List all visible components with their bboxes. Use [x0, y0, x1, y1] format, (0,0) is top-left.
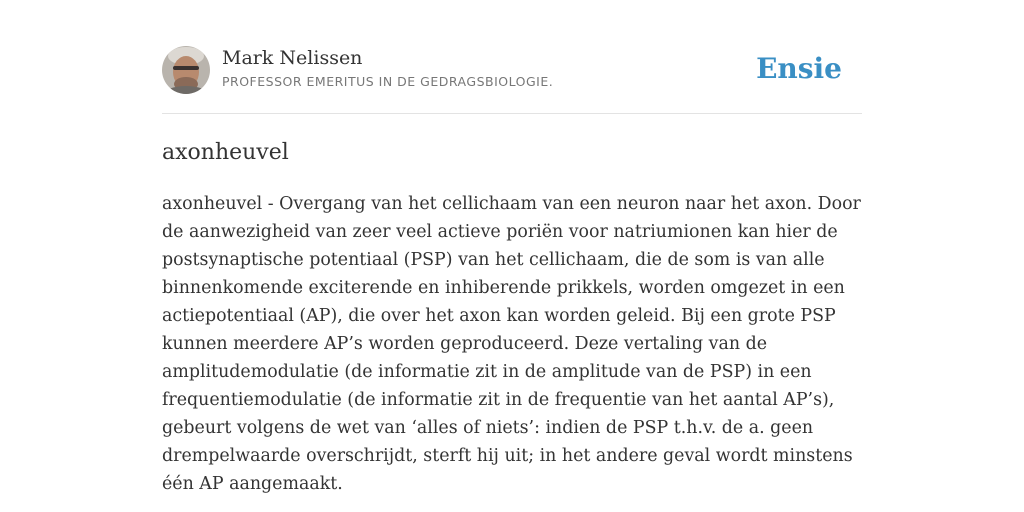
entry-title: axonheuvel	[162, 140, 289, 165]
entry-body-line: frequentiemodulatie (de informatie zit in de frequentie van het aantal AP’s),	[162, 390, 835, 410]
author-header	[162, 46, 862, 96]
entry-body-line: actiepotentiaal (AP), die over het axon kan worden geleid. Bij een grote PSP	[162, 306, 836, 326]
entry-body-line: amplitudemodulatie (de informatie zit in de amplitude van de PSP) in een	[162, 362, 812, 382]
avatar-portrait-icon	[162, 46, 210, 94]
author-name[interactable]: Mark Nelissen	[222, 47, 363, 69]
header-divider	[162, 113, 862, 114]
entry-body-line: één AP aangemaakt.	[162, 474, 343, 494]
entry-body-line: postsynaptische potentiaal (PSP) van het cellichaam, die de som is van alle	[162, 250, 825, 270]
author-title: PROFESSOR EMERITUS IN DE GEDRAGSBIOLOGIE.	[222, 74, 554, 89]
avatar[interactable]	[162, 46, 210, 94]
entry-body-line: kunnen meerdere AP’s worden geproduceerd. Deze vertaling van de	[162, 334, 767, 354]
entry-body-line: de aanwezigheid van zeer veel actieve poriën voor natriumionen kan hier de	[162, 222, 838, 242]
entry-body-line: axonheuvel - Overgang van het cellichaam van een neuron naar het axon. Door	[162, 194, 861, 214]
brand-logo[interactable]: Ensie	[756, 52, 842, 85]
entry-body-line: drempelwaarde overschrijdt, sterft hij uit; in het andere geval wordt minstens	[162, 446, 853, 466]
entry-body-line: gebeurt volgens de wet van ‘alles of niets’: indien de PSP t.h.v. de a. geen	[162, 418, 814, 438]
entry-body-line: binnenkomende exciterende en inhiberende prikkels, worden omgezet in een	[162, 278, 845, 298]
entry-body	[162, 190, 861, 498]
